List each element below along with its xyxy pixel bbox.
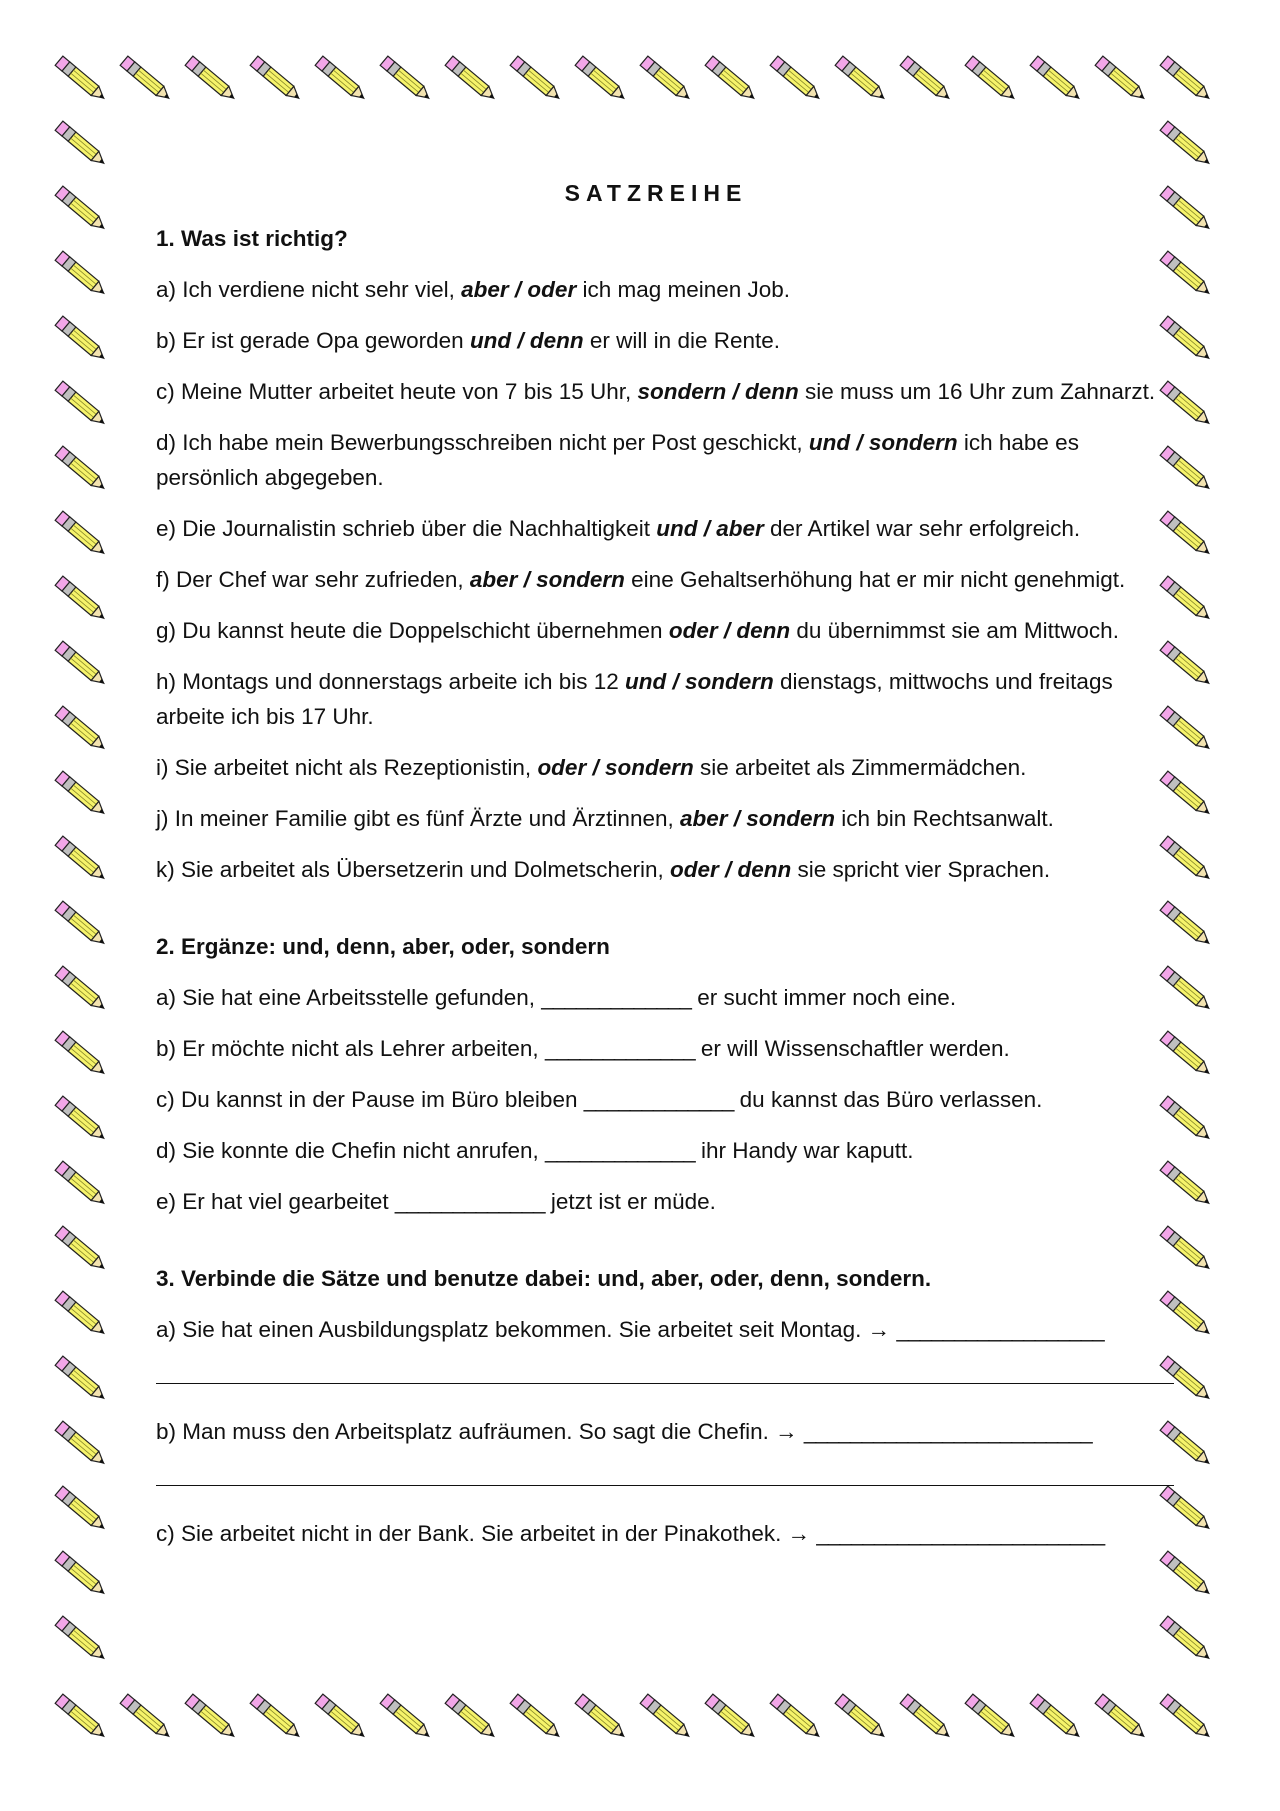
section-2: [156, 929, 1156, 1219]
answer-line[interactable]: [156, 1361, 1174, 1384]
pencil-border-left: [55, 121, 109, 1664]
section-1-item-k: k) Sie arbeitet als Übersetzerin und Dolmetscherin, oder / denn sie spricht vier Sprachen.: [156, 857, 1051, 882]
section-1-item-d: d) Ich habe mein Bewerbungsschreiben nicht per Post geschickt, und / sondern ich habe es persönlich abgegeben.: [156, 430, 1079, 490]
section-1-heading: 1. Was ist richtig?: [156, 226, 348, 251]
section-3-item-a: a) Sie hat einen Ausbildungsplatz bekommen. Sie arbeitet seit Montag. → __________________: [156, 1312, 1156, 1384]
fill-blank[interactable]: _________________________: [816, 1521, 1105, 1546]
section-2-heading: 2. Ergänze: und, denn, aber, oder, sondern: [156, 934, 610, 959]
fill-blank[interactable]: _____________: [583, 1087, 734, 1112]
choice-options[interactable]: oder / denn: [668, 618, 791, 643]
choice-options[interactable]: oder / denn: [669, 857, 792, 882]
section-3-item-b: b) Man muss den Arbeitsplatz aufräumen. So sagt die Chefin. → _________________________: [156, 1414, 1156, 1486]
choice-options[interactable]: oder / sondern: [537, 755, 694, 780]
fill-blank[interactable]: _____________: [544, 1036, 695, 1061]
choice-options[interactable]: und / denn: [469, 328, 584, 353]
section-2-item-a: a) Sie hat eine Arbeitsstelle gefunden, _____________ er sucht immer noch eine.: [156, 985, 957, 1010]
section-2-item-b: b) Er möchte nicht als Lehrer arbeiten, _____________ er will Wissenschaftler werden.: [156, 1036, 1010, 1061]
fill-blank[interactable]: __________________: [896, 1317, 1104, 1342]
section-1-item-a: a) Ich verdiene nicht sehr viel, aber / oder ich mag meinen Job.: [156, 277, 791, 302]
section-1-item-j: j) In meiner Familie gibt es fünf Ärzte und Ärztinnen, aber / sondern ich bin Rechtsanwalt.: [156, 806, 1054, 831]
section-1-item-b: b) Er ist gerade Opa geworden und / denn er will in die Rente.: [156, 328, 781, 353]
choice-options[interactable]: aber / oder: [461, 277, 577, 302]
section-2-item-e: e) Er hat viel gearbeitet _____________ jetzt ist er müde.: [156, 1189, 716, 1214]
page-title: SATZREIHE: [564, 180, 748, 206]
pencil-border-bottom: [55, 1694, 1214, 1742]
section-1-item-f: f) Der Chef war sehr zufrieden, aber / sondern eine Gehaltserhöhung hat er mir nicht genehmigt.: [156, 567, 1126, 592]
pencil-border-right: [1160, 121, 1214, 1664]
section-1-item-h: h) Montags und donnerstags arbeite ich bis 12 und / sondern dienstags, mittwochs und freitags arbeite ich bis 17 Uhr.: [156, 669, 1113, 729]
choice-options[interactable]: und / sondern: [625, 669, 774, 694]
pencil-border-top: [55, 56, 1214, 104]
section-3-item-c: c) Sie arbeitet nicht in der Bank. Sie arbeitet in der Pinakothek. → _________________________: [156, 1521, 1105, 1546]
choice-options[interactable]: sondern / denn: [637, 379, 799, 404]
worksheet: [156, 176, 1156, 1551]
fill-blank[interactable]: _________________________: [803, 1419, 1092, 1444]
section-1-item-g: g) Du kannst heute die Doppelschicht übernehmen oder / denn du übernimmst sie am Mittwoch.: [156, 618, 1119, 643]
section-1: [156, 221, 1156, 887]
section-2-item-d: d) Sie konnte die Chefin nicht anrufen, _____________ ihr Handy war kaputt.: [156, 1138, 914, 1163]
choice-options[interactable]: aber / sondern: [469, 567, 625, 592]
choice-options[interactable]: und / sondern: [808, 430, 958, 455]
fill-blank[interactable]: _____________: [394, 1189, 545, 1214]
section-3-heading: 3. Verbinde die Sätze und benutze dabei: und, aber, oder, denn, sondern.: [156, 1266, 932, 1291]
section-2-item-c: c) Du kannst in der Pause im Büro bleiben _____________ du kannst das Büro verlassen.: [156, 1087, 1043, 1112]
section-3: [156, 1261, 1156, 1551]
answer-line[interactable]: [156, 1463, 1174, 1486]
section-1-item-c: c) Meine Mutter arbeitet heute von 7 bis 15 Uhr, sondern / denn sie muss um 16 Uhr zum Zahnarzt.: [156, 379, 1156, 404]
section-1-item-i: i) Sie arbeitet nicht als Rezeptionistin, oder / sondern sie arbeitet als Zimmermädchen.: [156, 755, 1027, 780]
choice-options[interactable]: und / aber: [656, 516, 764, 541]
fill-blank[interactable]: _____________: [541, 985, 691, 1010]
fill-blank[interactable]: _____________: [545, 1138, 695, 1163]
section-1-item-e: e) Die Journalistin schrieb über die Nachhaltigkeit und / aber der Artikel war sehr erfolgreich.: [156, 516, 1081, 541]
choice-options[interactable]: aber / sondern: [679, 806, 836, 831]
